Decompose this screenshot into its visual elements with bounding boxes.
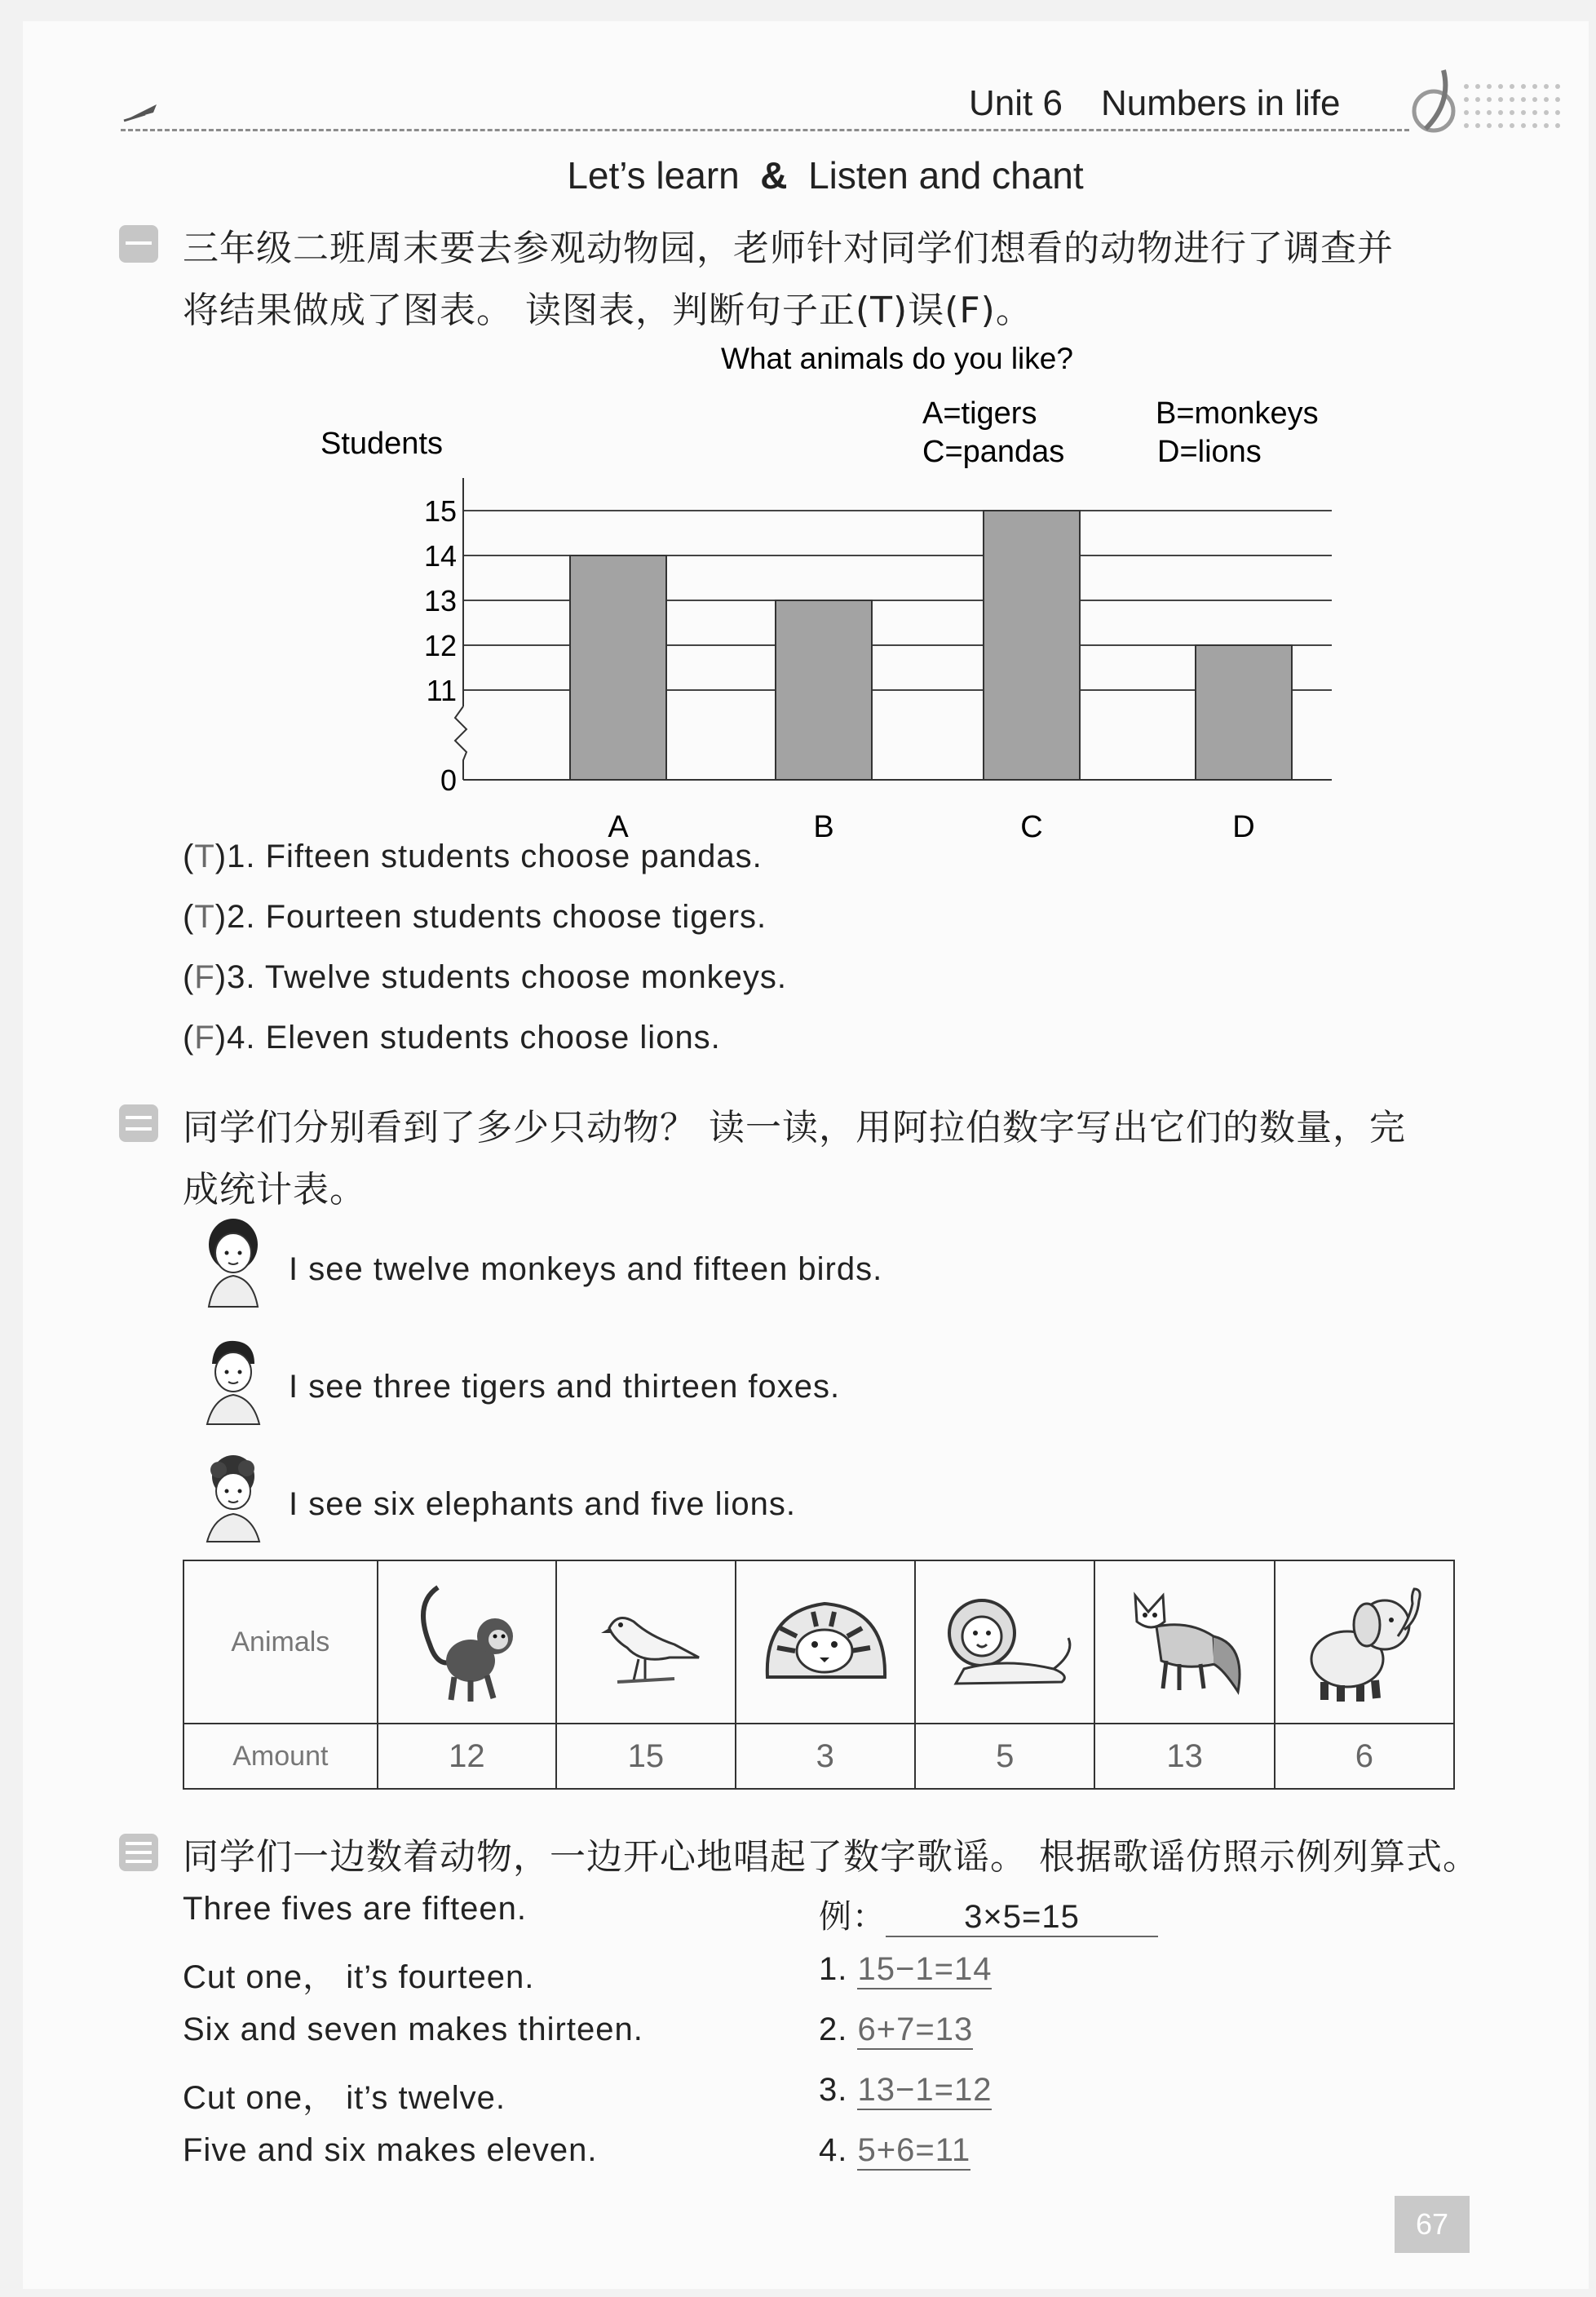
bar-c (984, 511, 1080, 780)
bar-d (1196, 645, 1292, 780)
elephant-cell (1275, 1560, 1454, 1724)
chant-line-4: Cut one， it’s twelve. (183, 2080, 506, 2116)
tiger-icon (756, 1579, 895, 1702)
statistics-table (183, 1560, 1455, 1790)
chant-line-2: Cut one， it’s fourteen. (183, 1959, 535, 1995)
worksheet-page (23, 21, 1589, 2289)
answer-row-2: 2. 6+7=13 (819, 2012, 973, 2050)
chant-line-3: Six and seven makes thirteen. (183, 2012, 643, 2047)
x-category-label: B (813, 810, 834, 844)
section-badge-3 (119, 1834, 158, 1871)
lion-icon (931, 1579, 1078, 1702)
amount-birds[interactable]: 15 (556, 1724, 735, 1789)
answer-1[interactable]: T (194, 839, 215, 874)
speaker-2-text: I see three tigers and thirteen foxes. (289, 1369, 841, 1405)
table-row-amounts (183, 1724, 1454, 1789)
legend-entry-b: B=monkeys (1156, 396, 1319, 431)
y-tick-label: 11 (426, 674, 457, 707)
elephant-icon (1295, 1571, 1434, 1710)
header-title: Numbers in life (1101, 83, 1341, 123)
legend-entry-c: C=pandas (922, 435, 1065, 469)
page-number: 67 (1395, 2196, 1470, 2253)
y-tick-label: 13 (423, 584, 457, 617)
bar-chart (23, 21, 1589, 844)
part2-instruction-2: 成统计表。 (183, 1169, 366, 1210)
answer-expression-1[interactable]: 15−1=14 (857, 1951, 992, 1989)
header-unit: Unit 6 (969, 83, 1063, 123)
section-title: Let’s learn & Listen and chant (567, 154, 1084, 197)
amount-label: Amount (183, 1724, 378, 1789)
answer-2[interactable]: T (194, 899, 215, 935)
animals-label: Animals (183, 1560, 378, 1724)
lion-cell (915, 1560, 1095, 1724)
answer-row-3: 3. 13−1=12 (819, 2072, 992, 2110)
speaker-3-text: I see six elephants and five lions. (289, 1486, 797, 1522)
chart-ylabel: Students (321, 427, 443, 461)
speaker-1-text: I see twelve monkeys and fifteen birds. (289, 1251, 883, 1287)
part1-instruction-1: 三年级二班周末要去参观动物园，老师针对同学们想看的动物进行了调查并 (183, 228, 1394, 269)
axis-break (455, 706, 466, 780)
y-tick-label: 0 (440, 763, 457, 797)
answer-expression-2[interactable]: 6+7=13 (857, 2012, 973, 2050)
statement-3: (F)3. Twelve students choose monkeys. (183, 959, 788, 995)
monkey-cell (378, 1560, 556, 1724)
bird-cell (556, 1560, 735, 1724)
statement-2: (T)2. Fourteen students choose tigers. (183, 899, 767, 935)
answer-expression-3[interactable]: 13−1=12 (857, 2072, 992, 2110)
chant-line-1: Three fives are fifteen. (183, 1891, 527, 1927)
fox-cell (1094, 1560, 1274, 1724)
amount-monkeys[interactable]: 12 (378, 1724, 556, 1789)
x-category-label: C (1020, 810, 1043, 844)
y-tick-label: 15 (423, 494, 457, 528)
example-expression: 3×5=15 (886, 1899, 1158, 1937)
amount-foxes[interactable]: 13 (1094, 1724, 1274, 1789)
monkey-icon (405, 1571, 528, 1710)
legend-entry-d: D=lions (1157, 435, 1262, 469)
bar-b (776, 600, 872, 780)
answer-row-4: 4. 5+6=11 (819, 2132, 970, 2171)
y-tick-label: 12 (423, 629, 457, 662)
legend-entry-a: A=tigers (922, 396, 1037, 431)
answer-4[interactable]: F (194, 1020, 215, 1056)
curly-boy-avatar (201, 1452, 264, 1543)
bar-a (570, 555, 666, 780)
part3-instruction: 同学们一边数着动物，一边开心地唱起了数字歌谣。 根据歌谣仿照示例列算式。 (183, 1836, 1479, 1878)
chart-title: What animals do you like? (721, 342, 1073, 375)
amount-lions[interactable]: 5 (915, 1724, 1095, 1789)
answer-3[interactable]: F (194, 959, 215, 995)
answer-expression-4[interactable]: 5+6=11 (857, 2132, 970, 2171)
tiger-cell (736, 1560, 915, 1724)
amount-elephants[interactable]: 6 (1275, 1724, 1454, 1789)
x-category-label: A (608, 810, 629, 844)
fox-icon (1116, 1579, 1254, 1702)
girl-avatar (201, 1217, 264, 1308)
y-tick-label: 14 (423, 539, 457, 573)
chant-line-5: Five and six makes eleven. (183, 2132, 598, 2168)
amount-tigers[interactable]: 3 (736, 1724, 915, 1789)
boy-avatar (201, 1334, 264, 1426)
part1-instruction-2: 将结果做成了图表。 读图表，判断句子正(T)误(F)。 (183, 290, 1032, 331)
statement-1: (T)1. Fifteen students choose pandas. (183, 839, 763, 874)
part2-instruction-1: 同学们分别看到了多少只动物？ 读一读，用阿拉伯数字写出它们的数量，完 (183, 1107, 1406, 1148)
bird-icon (585, 1579, 707, 1702)
statement-4: (F)4. Eleven students choose lions. (183, 1020, 721, 1056)
table-row-animals (183, 1560, 1454, 1724)
answer-row-1: 1. 15−1=14 (819, 1951, 992, 1989)
example-row: 例： 3×5=15 (819, 1891, 1158, 1937)
section-badge-2 (119, 1104, 158, 1142)
x-category-label: D (1232, 810, 1255, 844)
